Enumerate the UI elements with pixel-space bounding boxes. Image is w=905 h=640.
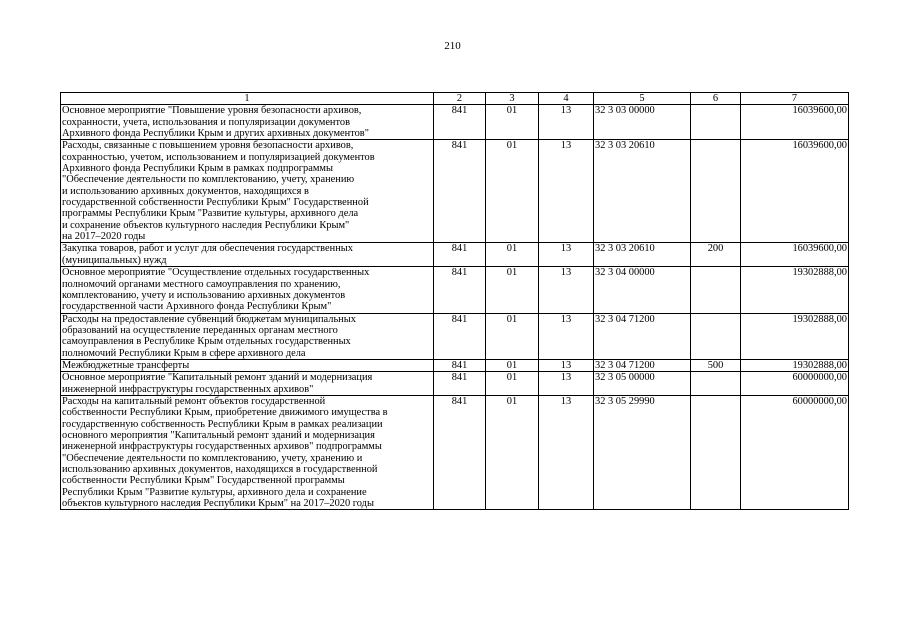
row-amount: 16039600,00 bbox=[741, 243, 849, 267]
row-section: 01 bbox=[486, 243, 539, 267]
column-header: 3 bbox=[486, 93, 539, 105]
row-grbs: 841 bbox=[434, 267, 486, 313]
row-subsection: 13 bbox=[539, 105, 594, 140]
row-name: Основное мероприятие "Осуществление отдельных государственных полномочий органами местного самоуправления по хранению, комплектованию, учету и использованию архивных документов государственной части Архивного фонда Республики Крым" bbox=[61, 267, 434, 313]
row-name: Основное мероприятие "Повышение уровня безопасности архивов, сохранности, учета, использования и популяризации документов Архивного фонда Республики Крым и других архивных документов" bbox=[61, 105, 434, 140]
table-row bbox=[61, 105, 849, 140]
row-expense-type bbox=[691, 372, 741, 396]
table-row bbox=[61, 359, 849, 371]
row-grbs: 841 bbox=[434, 140, 486, 243]
row-expense-type bbox=[691, 395, 741, 509]
row-name: Межбюджетные трансферты bbox=[61, 359, 434, 371]
row-target-article: 32 3 05 00000 bbox=[594, 372, 691, 396]
row-target-article: 32 3 05 29990 bbox=[594, 395, 691, 509]
row-target-article: 32 3 03 00000 bbox=[594, 105, 691, 140]
row-subsection: 13 bbox=[539, 313, 594, 359]
row-name: Расходы на предоставление субвенций бюджетам муниципальных образований на осуществление переданных органам местного самоуправления в Республике Крым отдельных государственных полномочий Республики Крым в сфере архивного дела bbox=[61, 313, 434, 359]
row-section: 01 bbox=[486, 359, 539, 371]
column-header: 1 bbox=[61, 93, 434, 105]
row-name: Расходы, связанные с повышением уровня безопасности архивов, сохранностью, учетом, использованием и популяризацией документов Архивного фонда Республики Крым в рамках подпрограммы "Обеспечение деятельности по комплектованию, учету, хранению и использованию архивных документов, находящихся в государственной собственности Республики Крым" Государственной программы Республики Крым "Развитие культуры, архивного дела и сохранение объектов культурного наследия Республики Крым" на 2017–2020 годы bbox=[61, 140, 434, 243]
column-header: 6 bbox=[691, 93, 741, 105]
row-subsection: 13 bbox=[539, 359, 594, 371]
table-row bbox=[61, 372, 849, 396]
column-header: 4 bbox=[539, 93, 594, 105]
table-row bbox=[61, 395, 849, 509]
row-target-article: 32 3 04 71200 bbox=[594, 359, 691, 371]
row-amount: 16039600,00 bbox=[741, 140, 849, 243]
row-name: Основное мероприятие "Капитальный ремонт зданий и модернизация инженерной инфраструктуры государственных архивов" bbox=[61, 372, 434, 396]
row-expense-type bbox=[691, 140, 741, 243]
row-amount: 60000000,00 bbox=[741, 395, 849, 509]
row-subsection: 13 bbox=[539, 395, 594, 509]
row-name: Закупка товаров, работ и услуг для обеспечения государственных (муниципальных) нужд bbox=[61, 243, 434, 267]
table-row bbox=[61, 243, 849, 267]
row-section: 01 bbox=[486, 395, 539, 509]
row-amount: 19302888,00 bbox=[741, 267, 849, 313]
row-grbs: 841 bbox=[434, 105, 486, 140]
row-section: 01 bbox=[486, 140, 539, 243]
row-amount: 19302888,00 bbox=[741, 313, 849, 359]
row-target-article: 32 3 03 20610 bbox=[594, 243, 691, 267]
row-amount: 60000000,00 bbox=[741, 372, 849, 396]
budget-table bbox=[60, 92, 849, 510]
row-target-article: 32 3 03 20610 bbox=[594, 140, 691, 243]
column-header: 5 bbox=[594, 93, 691, 105]
header-row bbox=[61, 93, 849, 105]
column-header: 7 bbox=[741, 93, 849, 105]
row-subsection: 13 bbox=[539, 140, 594, 243]
row-subsection: 13 bbox=[539, 267, 594, 313]
row-grbs: 841 bbox=[434, 243, 486, 267]
row-grbs: 841 bbox=[434, 313, 486, 359]
row-name: Расходы на капитальный ремонт объектов государственной собственности Республики Крым, приобретение движимого имущества в государственную собственность Республики Крым в рамках реализации основного мероприятия "Капитальный ремонт зданий и модернизация инженерной инфраструктуры государственных архивов" подпрограммы "Обеспечение деятельности по комплектованию, учету, хранению и использованию архивных документов, находящихся в государственной собственности Республики Крым" Государственной программы Республики Крым "Развитие культуры, архивного дела и сохранение объектов культурного наследия Республики Крым" на 2017–2020 годы bbox=[61, 395, 434, 509]
row-target-article: 32 3 04 00000 bbox=[594, 267, 691, 313]
row-amount: 19302888,00 bbox=[741, 359, 849, 371]
row-expense-type: 200 bbox=[691, 243, 741, 267]
row-expense-type bbox=[691, 267, 741, 313]
page-number: 210 bbox=[444, 40, 461, 52]
column-header: 2 bbox=[434, 93, 486, 105]
row-section: 01 bbox=[486, 372, 539, 396]
row-amount: 16039600,00 bbox=[741, 105, 849, 140]
table-row bbox=[61, 140, 849, 243]
table-row bbox=[61, 267, 849, 313]
row-expense-type bbox=[691, 313, 741, 359]
row-section: 01 bbox=[486, 267, 539, 313]
row-grbs: 841 bbox=[434, 395, 486, 509]
row-grbs: 841 bbox=[434, 372, 486, 396]
row-subsection: 13 bbox=[539, 372, 594, 396]
row-expense-type: 500 bbox=[691, 359, 741, 371]
row-section: 01 bbox=[486, 313, 539, 359]
row-subsection: 13 bbox=[539, 243, 594, 267]
row-expense-type bbox=[691, 105, 741, 140]
table-row bbox=[61, 313, 849, 359]
row-section: 01 bbox=[486, 105, 539, 140]
row-grbs: 841 bbox=[434, 359, 486, 371]
row-target-article: 32 3 04 71200 bbox=[594, 313, 691, 359]
